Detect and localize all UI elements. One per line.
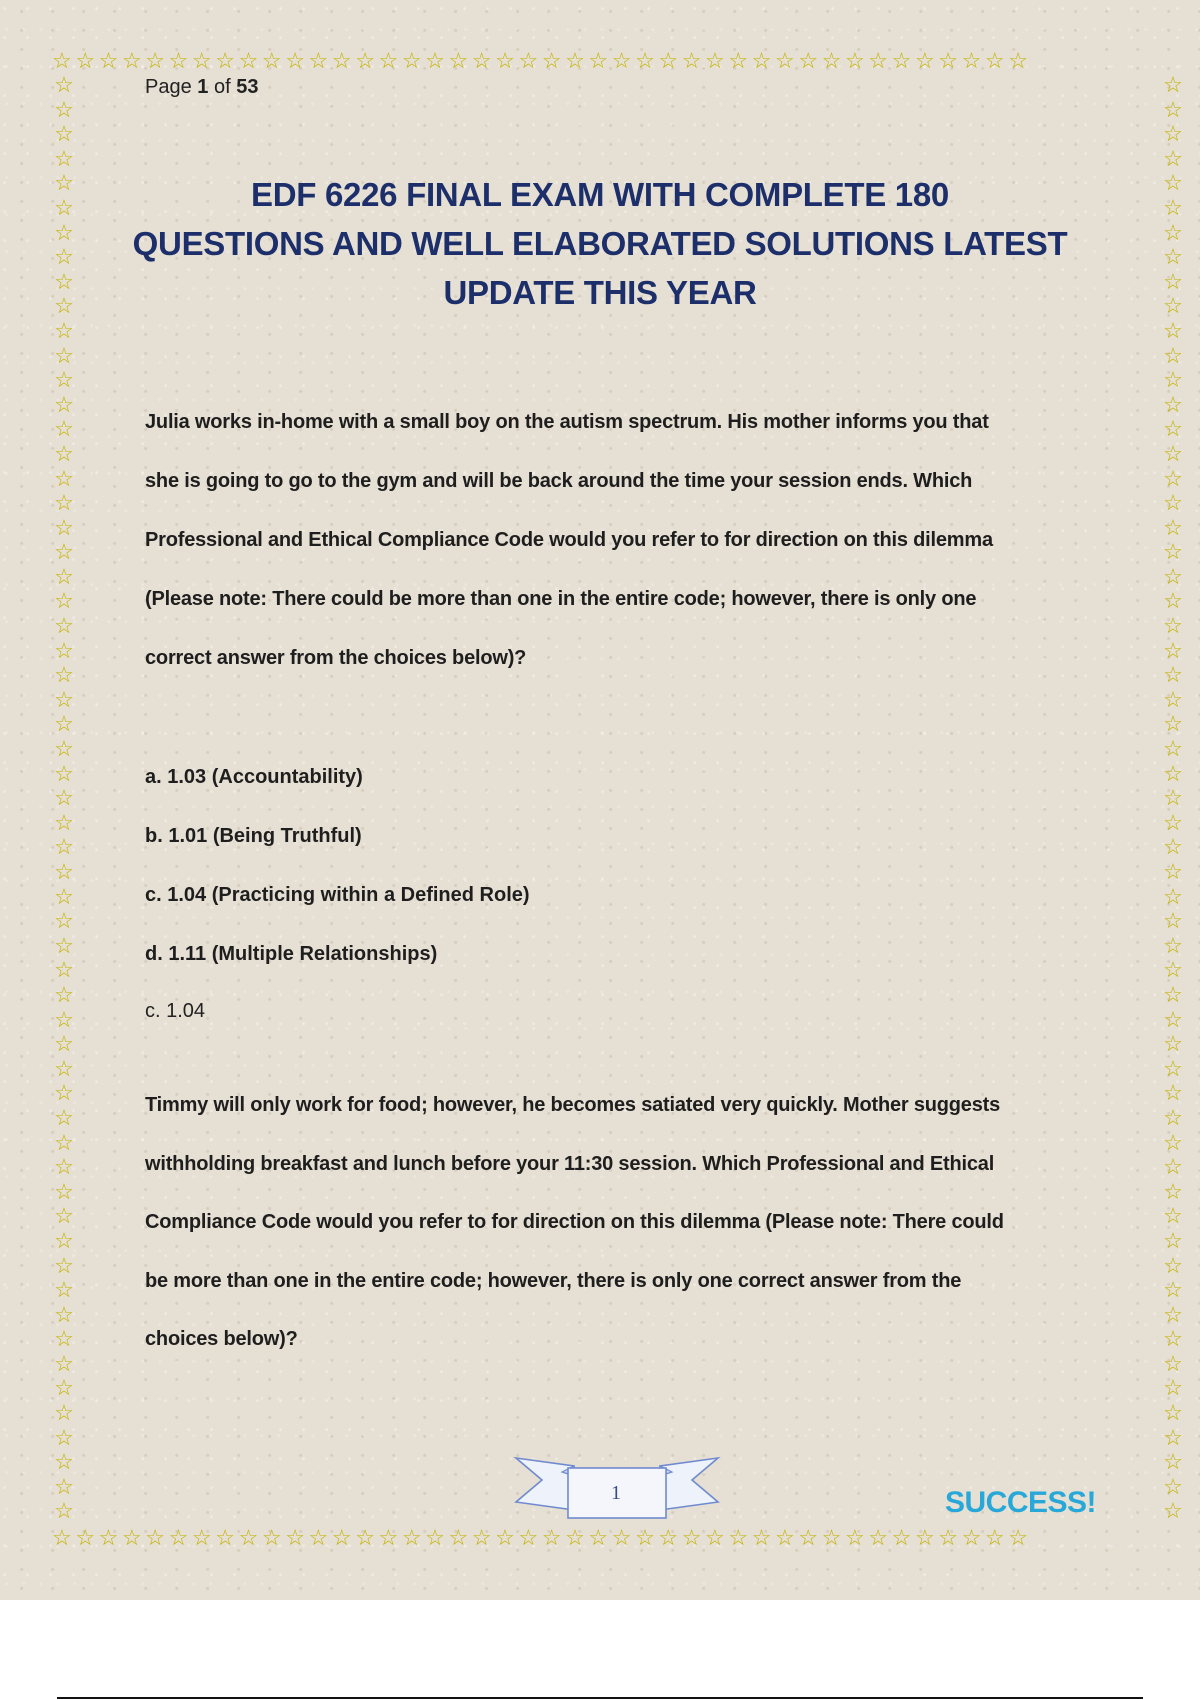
- star-icon: ☆: [54, 145, 74, 171]
- star-icon: ☆: [1163, 1154, 1183, 1180]
- star-icon: ☆: [1163, 121, 1183, 147]
- star-icon: ☆: [1163, 1277, 1183, 1303]
- star-icon: ☆: [54, 121, 74, 147]
- star-icon: ☆: [54, 1424, 74, 1450]
- title-line: EDF 6226 FINAL EXAM WITH COMPLETE 180: [251, 176, 949, 213]
- document-title: [130, 170, 1070, 317]
- star-icon: ☆: [54, 391, 74, 417]
- answer-choices: [145, 748, 1075, 984]
- star-icon: ☆: [1163, 1301, 1183, 1327]
- star-icon: ☆: [54, 662, 74, 688]
- star-icon: ☆: [54, 785, 74, 811]
- star-icon: ☆: [54, 957, 74, 983]
- star-icon: ☆: [54, 981, 74, 1007]
- star-icon: ☆: [1163, 244, 1183, 270]
- star-icon: ☆: [1163, 1203, 1183, 1229]
- star-icon: ☆: [54, 440, 74, 466]
- star-icon: ☆: [54, 539, 74, 565]
- title-line: UPDATE THIS YEAR: [443, 274, 757, 311]
- star-icon: ☆: [1163, 1424, 1183, 1450]
- star-icon: ☆: [54, 859, 74, 884]
- choice-d: d. 1.11 (Multiple Relationships): [145, 943, 438, 965]
- star-icon: ☆: [54, 1129, 74, 1155]
- star-icon: ☆: [1163, 96, 1183, 122]
- star-icon: ☆: [54, 1178, 74, 1204]
- question-line: Professional and Ethical Compliance Code would you refer to for direction on this dilemma: [145, 529, 993, 551]
- star-icon: ☆: [54, 1301, 74, 1327]
- star-border-top: ☆☆☆☆☆☆☆☆☆☆☆☆☆☆☆☆☆☆☆☆☆☆☆☆☆☆☆☆☆☆☆☆☆☆☆☆☆☆☆☆☆☆: [52, 48, 1032, 73]
- star-icon: ☆: [54, 883, 74, 909]
- star-icon: ☆: [1163, 219, 1183, 245]
- question-2: [145, 1076, 1075, 1369]
- star-icon: ☆: [1163, 1031, 1183, 1057]
- star-icon: ☆: [1163, 908, 1183, 934]
- page-of: of: [213, 76, 231, 98]
- star-icon: ☆: [1163, 662, 1183, 688]
- star-icon: ☆: [54, 72, 74, 97]
- correct-answer: c. 1.04: [145, 1000, 206, 1022]
- star-icon: ☆: [1163, 1129, 1183, 1155]
- star-icon: ☆: [1163, 637, 1183, 663]
- star-icon: ☆: [1163, 932, 1183, 958]
- star-icon: ☆: [1163, 1252, 1183, 1278]
- star-icon: ☆: [54, 1277, 74, 1303]
- page-current: 1: [197, 76, 209, 98]
- star-icon: ☆: [1163, 170, 1183, 196]
- star-icon: ☆: [1163, 834, 1183, 860]
- star-icon: ☆: [54, 588, 74, 614]
- star-icon: ☆: [1163, 1449, 1183, 1475]
- star-icon: ☆: [54, 1326, 74, 1352]
- star-icon: ☆: [54, 1006, 74, 1032]
- question-line: be more than one in the entire code; however, there is only one correct answer from the: [145, 1269, 962, 1292]
- star-icon: ☆: [54, 1252, 74, 1278]
- star-icon: ☆: [54, 711, 74, 737]
- star-icon: ☆: [1163, 613, 1183, 639]
- star-border-bottom: ☆☆☆☆☆☆☆☆☆☆☆☆☆☆☆☆☆☆☆☆☆☆☆☆☆☆☆☆☆☆☆☆☆☆☆☆☆☆☆☆☆☆: [52, 1525, 1032, 1550]
- star-icon: ☆: [1163, 1080, 1183, 1106]
- star-icon: ☆: [54, 613, 74, 639]
- star-icon: ☆: [54, 1473, 74, 1499]
- question-line: Compliance Code would you refer to for direction on this dilemma (Please note: There could: [145, 1211, 1004, 1233]
- star-icon: ☆: [1163, 268, 1183, 294]
- star-icon: ☆: [1163, 1498, 1183, 1524]
- star-icon: ☆: [1163, 686, 1183, 712]
- star-icon: ☆: [1163, 809, 1183, 835]
- star-icon: ☆: [1163, 317, 1183, 343]
- page-number: [145, 76, 258, 99]
- star-icon: ☆: [54, 1203, 74, 1229]
- star-icon: ☆: [54, 1350, 74, 1376]
- star-icon: ☆: [1163, 1178, 1183, 1204]
- star-icon: ☆: [1163, 588, 1183, 614]
- star-icon: ☆: [54, 1080, 74, 1106]
- star-icon: ☆: [1163, 711, 1183, 737]
- star-icon: ☆: [1163, 293, 1183, 319]
- star-icon: ☆: [1163, 194, 1183, 220]
- star-icon: ☆: [54, 1400, 74, 1426]
- star-icon: ☆: [1163, 785, 1183, 811]
- star-icon: ☆: [1163, 490, 1183, 516]
- star-icon: ☆: [54, 244, 74, 270]
- star-icon: ☆: [54, 809, 74, 835]
- star-icon: ☆: [54, 637, 74, 663]
- star-icon: ☆: [1163, 391, 1183, 417]
- star-icon: ☆: [54, 686, 74, 712]
- star-icon: ☆: [54, 367, 74, 393]
- title-line: QUESTIONS AND WELL ELABORATED SOLUTIONS LATEST: [132, 225, 1068, 262]
- star-icon: ☆: [54, 1031, 74, 1057]
- star-icon: ☆: [54, 194, 74, 220]
- star-icon: ☆: [54, 1055, 74, 1081]
- star-icon: ☆: [1163, 440, 1183, 466]
- star-icon: ☆: [54, 465, 74, 491]
- star-icon: ☆: [54, 834, 74, 860]
- star-icon: ☆: [1163, 145, 1183, 171]
- star-icon: ☆: [54, 736, 74, 762]
- star-icon: ☆: [54, 1498, 74, 1524]
- star-icon: ☆: [54, 293, 74, 319]
- star-icon: ☆: [1163, 1104, 1183, 1130]
- star-icon: ☆: [1163, 1326, 1183, 1352]
- star-icon: ☆: [54, 317, 74, 343]
- star-icon: ☆: [54, 514, 74, 540]
- page-prefix: Page: [145, 76, 192, 98]
- star-icon: ☆: [1163, 1055, 1183, 1081]
- question-line: she is going to go to the gym and will be back around the time your session ends. Which: [145, 470, 973, 492]
- star-icon: ☆: [54, 1449, 74, 1475]
- star-icon: ☆: [1163, 736, 1183, 762]
- star-icon: ☆: [54, 1227, 74, 1253]
- choice-c: c. 1.04 (Practicing within a Defined Role): [145, 884, 530, 906]
- star-icon: ☆: [54, 908, 74, 934]
- question-line: correct answer from the choices below)?: [145, 647, 527, 669]
- star-icon: ☆: [54, 170, 74, 196]
- star-icon: ☆: [1163, 957, 1183, 983]
- star-icon: ☆: [1163, 1473, 1183, 1499]
- star-icon: ☆: [1163, 563, 1183, 589]
- star-icon: ☆: [1163, 342, 1183, 368]
- star-icon: ☆: [54, 1154, 74, 1180]
- star-icon: ☆: [1163, 1375, 1183, 1401]
- question-line: Julia works in-home with a small boy on the autism spectrum. His mother informs you that: [145, 411, 989, 433]
- star-icon: ☆: [1163, 465, 1183, 491]
- star-icon: ☆: [54, 1104, 74, 1130]
- choice-b: b. 1.01 (Being Truthful): [145, 825, 362, 847]
- star-icon: ☆: [1163, 416, 1183, 442]
- success-label: SUCCESS!: [945, 1486, 1097, 1519]
- star-icon: ☆: [1163, 883, 1183, 909]
- star-icon: ☆: [1163, 514, 1183, 540]
- question-line: withholding breakfast and lunch before your 11:30 session. Which Professional and Ethical: [145, 1152, 995, 1175]
- star-icon: ☆: [54, 932, 74, 958]
- star-icon: ☆: [54, 96, 74, 122]
- star-icon: ☆: [54, 1375, 74, 1401]
- star-icon: ☆: [54, 268, 74, 294]
- star-icon: ☆: [54, 563, 74, 589]
- star-icon: ☆: [1163, 1350, 1183, 1376]
- question-1: [145, 393, 1075, 688]
- star-icon: ☆: [1163, 981, 1183, 1007]
- page-total: 53: [236, 76, 259, 98]
- star-icon: ☆: [1163, 859, 1183, 884]
- star-icon: ☆: [1163, 539, 1183, 565]
- footer-divider: [57, 1697, 1143, 1699]
- star-border-right: [1161, 74, 1185, 1525]
- star-icon: ☆: [1163, 1227, 1183, 1253]
- star-icon: ☆: [54, 342, 74, 368]
- star-icon: ☆: [1163, 367, 1183, 393]
- star-icon: ☆: [1163, 760, 1183, 786]
- star-border-left: [52, 74, 76, 1525]
- star-icon: ☆: [54, 219, 74, 245]
- star-icon: ☆: [54, 490, 74, 516]
- question-line: choices below)?: [145, 1328, 298, 1350]
- question-line: Timmy will only work for food; however, he becomes satiated very quickly. Mother suggests: [145, 1094, 1001, 1116]
- choice-a: a. 1.03 (Accountability): [145, 766, 363, 788]
- star-icon: ☆: [54, 416, 74, 442]
- star-icon: ☆: [1163, 1006, 1183, 1032]
- star-icon: ☆: [1163, 1400, 1183, 1426]
- question-line: (Please note: There could be more than one in the entire code; however, there is only one: [145, 588, 977, 610]
- star-icon: ☆: [54, 760, 74, 786]
- ribbon-page-number: 1: [611, 1482, 621, 1504]
- star-icon: ☆: [1163, 72, 1183, 97]
